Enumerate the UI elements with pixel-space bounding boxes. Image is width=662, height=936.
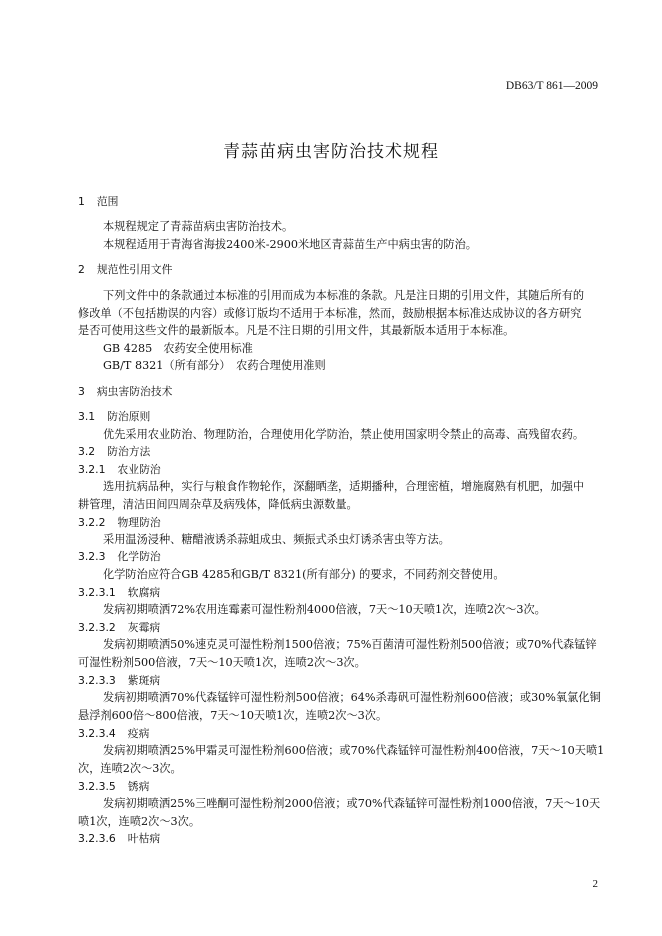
paragraph: 发病初期喷洒25%甲霜灵可湿性粉剂600倍液；或70%代森锰锌可湿性粉剂400倍液，7天～10天喷1 [103, 744, 605, 757]
section-1-heading [78, 194, 118, 210]
standard-code: DB63/T 861—2009 [505, 80, 598, 92]
subsection-heading: 3.2.2 物理防治 [78, 516, 161, 529]
paragraph: 发病初期喷洒72%农用连霉素可湿性粉剂4000倍液，7天～10天喷1次，连喷2次～3次。 [103, 603, 546, 616]
section-number: 3 [78, 385, 85, 398]
paragraph: 发病初期喷洒50%速克灵可湿性粉剂1500倍液；75%百菌清可湿性粉剂500倍液；或70%代森锰锌 [103, 638, 597, 651]
subsection-heading: 3.2.3.6 叶枯病 [78, 832, 161, 845]
paragraph: 优先采用农业防治、物理防治，合理使用化学防治，禁止使用国家明令禁止的高毒、高残留农药。 [103, 428, 585, 441]
paragraph: 采用温汤浸种、糖醋液诱杀蒜蛆成虫、频振式杀虫灯诱杀害虫等方法。 [103, 533, 450, 546]
subsection-heading: 3.2.3.4 疫病 [78, 727, 150, 740]
section-3-heading [78, 384, 172, 400]
section-title: 病虫害防治技术 [96, 385, 173, 398]
page-number: 2 [592, 878, 598, 890]
subsection-heading: 3.2 防治方法 [78, 445, 151, 458]
document-title: 青蒜苗病虫害防治技术规程 [223, 142, 439, 162]
subsection-heading: 3.2.3.2 灰霉病 [78, 621, 161, 634]
section-number: 2 [78, 263, 85, 276]
paragraph: 发病初期喷洒25%三唑酮可湿性粉剂2000倍液；或70%代森锰锌可湿性粉剂1000倍液，7天～10天 [103, 797, 601, 810]
section-title: 范围 [96, 195, 119, 208]
subsection-heading: 3.1 防治原则 [78, 410, 151, 423]
paragraph: 本规程规定了青蒜苗病虫害防治技术。 [103, 220, 294, 233]
subsection-heading: 3.2.3 化学防治 [78, 550, 161, 563]
paragraph: 选用抗病品种，实行与粮食作物轮作，深翻晒垄，适期播种，合理密植，增施腐熟有机肥，加强中 [103, 480, 585, 493]
paragraph: 本规程适用于青海省海拔2400米-2900米地区青蒜苗生产中病虫害的防治。 [103, 238, 477, 251]
paragraph: 下列文件中的条款通过本标准的引用而成为本标准的条款。凡是注日期的引用文件，其随后所有的 [103, 289, 585, 302]
subsection-heading: 3.2.3.1 软腐病 [78, 586, 161, 599]
subsection-heading: 3.2.1 农业防治 [78, 463, 161, 476]
paragraph: 是否可使用这些文件的最新版本。凡是不注日期的引用文件，其最新版本适用于本标准。 [78, 324, 515, 337]
paragraph: 修改单（不包括勘误的内容）或修订版均不适用于本标准，然而，鼓励根据本标准达成协议的各方研究 [78, 307, 582, 320]
section-number: 1 [78, 195, 85, 208]
subsection-heading: 3.2.3.3 紫斑病 [78, 674, 161, 687]
subsection-heading: 3.2.3.5 锈病 [78, 780, 150, 793]
paragraph: 喷1次，连喷2次～3次。 [78, 815, 201, 828]
paragraph: 化学防治应符合GB 4285和GB/T 8321(所有部分) 的要求，不同药剂交替使用。 [103, 568, 505, 581]
paragraph: 耕管理，清洁田间四周杂草及病残体，降低病虫源数量。 [78, 498, 358, 511]
reference-item: GB 4285 农药安全使用标准 [103, 342, 253, 355]
paragraph: 发病初期喷洒70%代森锰锌可湿性粉剂500倍液；64%杀毒矾可湿性粉剂600倍液；或30%氧氯化铜 [103, 691, 601, 704]
section-title: 规范性引用文件 [96, 263, 173, 276]
paragraph: 悬浮剂600倍～800倍液，7天～10天喷1次，连喷2次～3次。 [78, 709, 388, 722]
section-2-heading [78, 262, 172, 278]
paragraph: 可湿性粉剂500倍液，7天～10天喷1次，连喷2次～3次。 [78, 656, 366, 669]
paragraph: 次，连喷2次～3次。 [78, 762, 182, 775]
reference-item: GB/T 8321（所有部分） 农药合理使用准则 [103, 359, 326, 372]
